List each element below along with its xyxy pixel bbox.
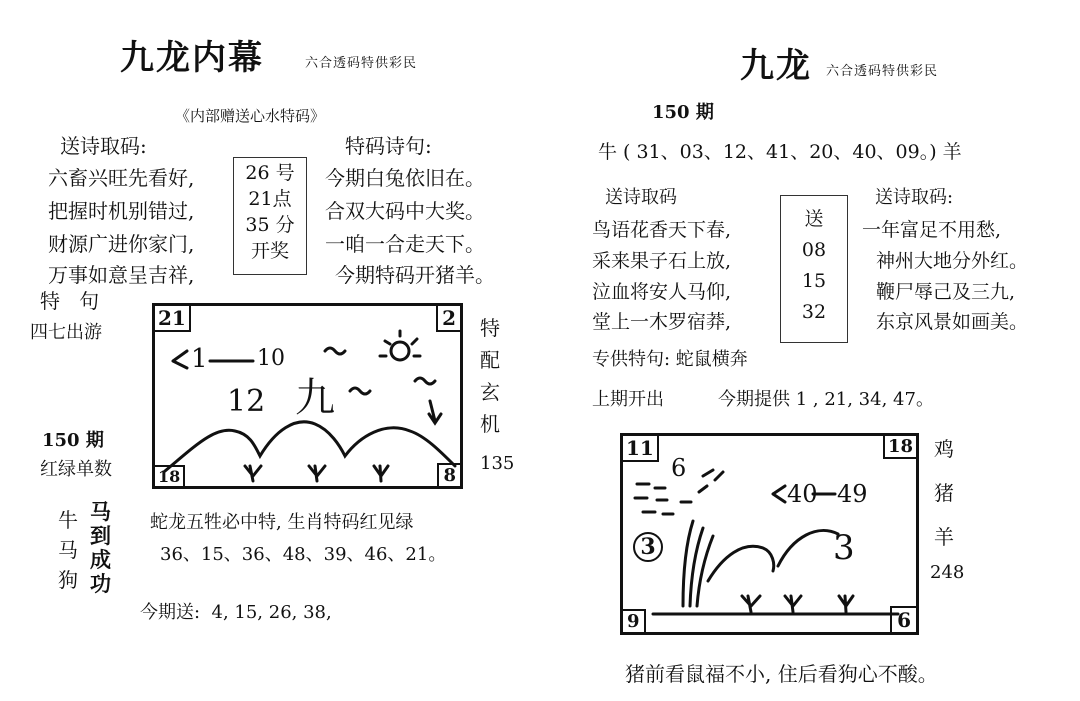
right-drawing-frame [620, 433, 919, 635]
right-poem-right-line: 东京风景如画美。 [876, 311, 1029, 333]
right-poem-left-line: 泣血将安人马仰, [592, 281, 732, 303]
stack-char: 马 [90, 499, 111, 524]
left-horse-success [90, 500, 118, 596]
left-drawing-frame [152, 303, 463, 489]
left-poem-left-line: 六畜兴旺先看好, [48, 166, 195, 190]
left-poem-right-line: 合双大码中大奖。 [325, 199, 485, 223]
left-side-number: 135 [480, 453, 515, 474]
send-box-line: 32 [801, 301, 827, 323]
right-issue: 150 期 [652, 102, 714, 123]
vertical-char: 鸡 [934, 437, 954, 461]
right-special-line: 专供特句: 蛇鼠横奔 [592, 349, 748, 370]
left-time-box [233, 157, 307, 275]
stack-char: 狗 [58, 568, 78, 592]
left-corner-bottom-right: 8 [437, 463, 462, 488]
vertical-char: 机 [480, 412, 500, 436]
right-poem-left-header: 送诗取码 [605, 187, 677, 208]
left-glyph: 九 [295, 375, 335, 421]
left-ox-horse-dog [58, 505, 84, 595]
left-bracket-note: 《内部赠送心水特码》 [175, 107, 326, 125]
time-box-line: 26 号 [245, 162, 295, 184]
left-red-green: 红绿单数 [40, 459, 112, 480]
right-bottom-line: 猪前看鼠福不小, 住后看狗心不酸。 [625, 662, 938, 686]
vertical-char: 猪 [934, 481, 954, 505]
left-line2: 36、15、36、48、39、46、21。 [160, 544, 447, 565]
time-box-line: 开奖 [250, 240, 289, 262]
left-poem-left-line: 把握时机别错过, [48, 199, 195, 223]
right-side-number: 248 [930, 562, 965, 583]
left-corner-bottom-left: 18 [153, 465, 185, 488]
right-poem-left-line: 鸟语花香天下春, [592, 219, 732, 241]
right-poem-right-line: 鞭尸辱己及三九, [876, 281, 1016, 303]
left-subtitle: 六合透码特供彩民 [305, 56, 418, 71]
stack-char: 牛 [58, 508, 78, 532]
left-issue: 150 期 [42, 430, 104, 451]
right-ox-line: 牛 ( 31、03、12、41、20、40、09。) 羊 [598, 141, 962, 163]
right-range-start: 40 [787, 480, 818, 508]
vertical-char: 配 [480, 348, 500, 372]
right-last-label: 上期开出 [592, 389, 664, 410]
left-send-line: 今期送: 4, 15, 26, 38, [140, 602, 332, 623]
right-title: 九龙 [740, 46, 812, 86]
right-corner-top-right: 18 [883, 434, 918, 459]
right-corner-top-left: 11 [621, 434, 659, 462]
vertical-char: 羊 [934, 525, 954, 549]
right-circle-num: 3 [633, 532, 663, 562]
time-box-line: 21点 [248, 188, 292, 210]
stack-char: 马 [58, 538, 78, 562]
left-poem-right-line: 一咱一合走天下。 [325, 232, 485, 256]
right-range-end: 49 [837, 480, 868, 508]
right-right-num: 3 [833, 528, 855, 568]
right-provide-line: 今期提供 1 , 21, 34, 47。 [718, 389, 934, 410]
send-box-line: 15 [801, 270, 827, 292]
left-poem-left-header: 送诗取码: [60, 134, 147, 158]
left-middle-num: 12 [227, 384, 266, 419]
right-corner-bottom-left: 9 [621, 609, 646, 634]
right-poem-right-header: 送诗取码: [875, 187, 954, 208]
right-poem-right-line: 神州大地分外红。 [876, 250, 1029, 272]
right-poem-left-line: 堂上一木罗宿莽, [592, 311, 732, 333]
left-poem-right-line: 今期白兔依旧在。 [325, 166, 485, 190]
left-corner-top-left: 21 [153, 304, 191, 332]
send-box-line: 08 [801, 239, 827, 261]
right-drawing-sketch [623, 436, 916, 632]
left-special-phrase: 四七出游 [30, 322, 102, 343]
stack-char: 功 [90, 571, 111, 596]
left-poem-left-line: 万事如意呈吉祥, [48, 263, 195, 287]
stack-char: 到 [90, 523, 111, 548]
right-corner-bottom-right: 6 [890, 606, 918, 634]
right-subtitle: 六合透码特供彩民 [826, 64, 939, 79]
left-line1: 蛇龙五牲必中特, 生肖特码红见绿 [150, 512, 414, 533]
left-poem-left-line: 财源广进你家门, [48, 232, 195, 256]
right-poem-right-line: 一年富足不用愁, [862, 219, 1002, 241]
right-send-box [780, 195, 848, 343]
right-vertical-side [932, 427, 956, 559]
right-top-num: 6 [671, 454, 687, 482]
left-range-end: 10 [257, 346, 285, 371]
left-poem-right-header: 特码诗句: [345, 134, 432, 158]
left-range-start: 1 [191, 344, 208, 374]
vertical-char: 玄 [480, 380, 500, 404]
left-title: 九龙内幕 [120, 38, 264, 78]
left-vertical-side [478, 312, 502, 440]
vertical-char: 特 [480, 316, 500, 340]
stack-char: 成 [90, 547, 111, 572]
time-box-line: 35 分 [245, 214, 295, 236]
right-poem-left-line: 采来果子石上放, [592, 250, 732, 272]
left-poem-right-line: 今期特码开猪羊。 [335, 263, 495, 287]
left-special-phrase-label: 特 句 [40, 289, 100, 313]
send-box-line: 送 [804, 208, 824, 230]
left-corner-top-right: 2 [436, 304, 462, 332]
